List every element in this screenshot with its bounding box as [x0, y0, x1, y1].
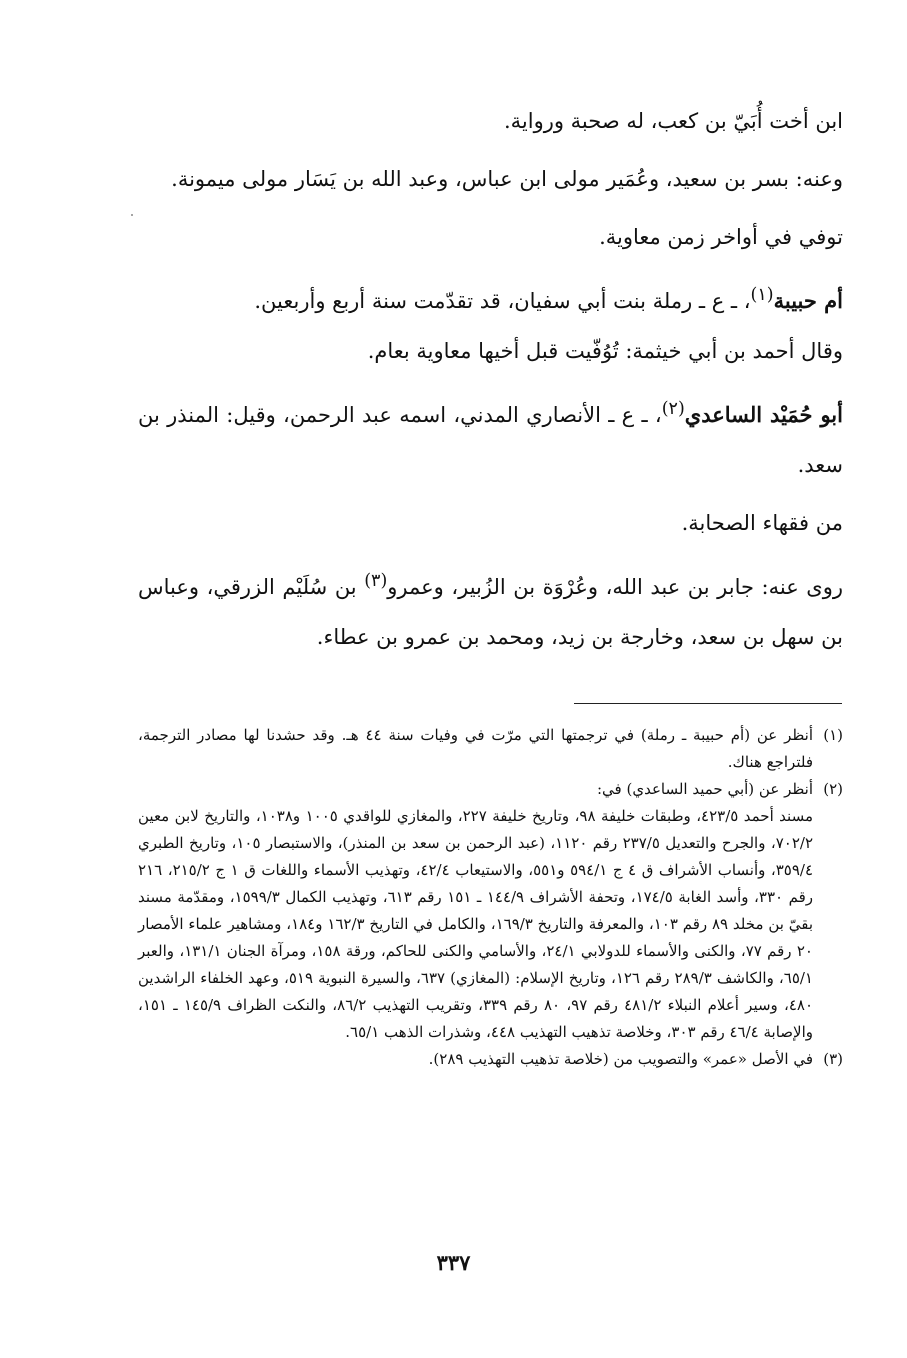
paragraph-text: وقال أحمد بن أبي خيثمة: تُوُفّيت قبل أخيها معاوية بعام. — [367, 339, 843, 363]
paragraph — [138, 154, 843, 204]
paragraph-text: ، ـ ع ـ الأنصاري المدني، اسمه عبد الرحمن، وقيل: المنذر بن سعد. — [138, 403, 843, 477]
paragraph-text: من فقهاء الصحابة. — [681, 511, 843, 535]
footnote-number: (٢) — [823, 780, 843, 798]
page-number: ٣٣٧ — [436, 1250, 471, 1275]
paragraph-text: ، ـ ع ـ رملة بنت أبي سفيان، قد تقدّمت سنة أربع وأربعين. — [254, 289, 751, 313]
paragraph-text: ابن أخت أُبَيّ بن كعب، له صحبة ورواية. — [503, 109, 843, 133]
entry-heading: أبو حُمَيْد الساعدي — [684, 402, 843, 427]
paragraph-text: توفي في أواخر زمن معاوية. — [599, 225, 843, 249]
paragraph — [138, 326, 843, 376]
paragraph-text: روى عنه: جابر بن عبد الله، وعُرْوَة بن الزُبير، وعمرو — [387, 575, 843, 599]
biography-entry — [138, 270, 843, 326]
paragraph — [138, 498, 843, 548]
main-text — [138, 96, 843, 670]
paragraph — [138, 556, 843, 662]
footnote-body — [138, 1046, 813, 1073]
footnote-sources: مسند أحمد ٤٢٣/٥، وطبقات خليفة ٩٨، وتاريخ خليفة ٢٢٧، والمغازي للواقدي ١٠٠٥ و١٠٣٨، والتاريخ لابن معين ٧٠٢/٢، والجرح والتعديل ٢٣٧/٥ رقم ١١٢٠، (عبد الرحمن بن سعد بن المنذر)، والاستبصار ١٠٥، وتاريخ الطبري ٣٥٩/٤، وأنساب الأشراف ق ٤ ج ٥٩٤/١ و٥٥١، والاستيعاب ٤٢/٤، وتهذيب الأسماء واللغات ق ١ ج ٢١٥/٢، ٢١٦ رقم ٣٣٠، وأسد الغابة ١٧٤/٥، وتحفة الأشراف ١٤٤/٩ ـ ١٥١ رقم ٦١٣، وتهذيب الكمال ١٥٩٩/٣، ومقدّمة مسند بقيّ بن مخلد ٨٩ رقم ١٠٣، والمعرفة والتاريخ ١٦٩/٣، والكامل في التاريخ ١٦٢/٣ و١٨٤، ومشاهير علماء الأمصار ٢٠ رقم ٧٧، والكنى والأسماء للدولابي ٢٤/١، والأسامي والكنى للحاكم، ورقة ١٥٨، ومرآة الجنان ١٣١/١، والعبر ٦٥/١، والكاشف ٢٨٩/٣ رقم ١٢٦، وتاريخ الإسلام: (المغازي) ٦٣٧، والسيرة النبوية ٥١٩، وعهد الخلفاء الراشدين ٤٨٠، وسير أعلام النبلاء ٤٨١/٢ رقم ٩٧، ٨٠ رقم ٣٣٩، وتقريب التهذيب ٨٦/٢، والنكت الظراف ١٤٥/٩ ـ ١٥١، والإصابة ٤٦/٤ رقم ٣٠٣، وخلاصة تذهيب التهذيب ٤٤٨، وشذرات الذهب ٦٥/١. — [138, 807, 814, 1041]
paragraph — [138, 212, 843, 262]
biography-entry — [138, 384, 843, 490]
footnote — [138, 776, 843, 1046]
footnote-body — [138, 776, 813, 1046]
footnote-body — [138, 722, 813, 776]
footnote-marker: (٣) — [364, 571, 388, 591]
paragraph — [138, 96, 843, 146]
entry-heading: أم حبيبة — [773, 288, 843, 313]
footnote-text: أنظر عن (أم حبيبة ـ رملة) في ترجمتها التي مرّت في وفيات سنة ٤٤ هـ. وقد حشدنا لها مصادر الترجمة، فلتراجع هناك. — [138, 726, 813, 771]
footnote-text: في الأصل «عمر» والتصويب من (خلاصة تذهيب التهذيب ٢٨٩). — [428, 1050, 813, 1068]
footnote — [138, 722, 843, 776]
paragraph-text: بن سُلَيْم الزرقي، وعباس بن سهل بن سعد، وخارجة بن زيد، ومحمد بن عمرو بن عطاء. — [138, 575, 843, 649]
footnote-divider — [574, 703, 842, 704]
footnote-text: أنظر عن (أبي حميد الساعدي) في: — [596, 780, 813, 798]
footnote — [138, 1046, 843, 1073]
footnotes — [138, 722, 843, 1073]
scan-speck — [131, 214, 133, 216]
footnote-number: (٣) — [823, 1050, 843, 1068]
footnote-marker: (١) — [750, 285, 774, 305]
paragraph-text: وعنه: بسر بن سعيد، وعُمَير مولى ابن عباس، وعبد الله بن يَسَار مولى ميمونة. — [171, 167, 843, 191]
footnote-number: (١) — [823, 726, 843, 744]
footnote-marker: (٢) — [661, 399, 685, 419]
